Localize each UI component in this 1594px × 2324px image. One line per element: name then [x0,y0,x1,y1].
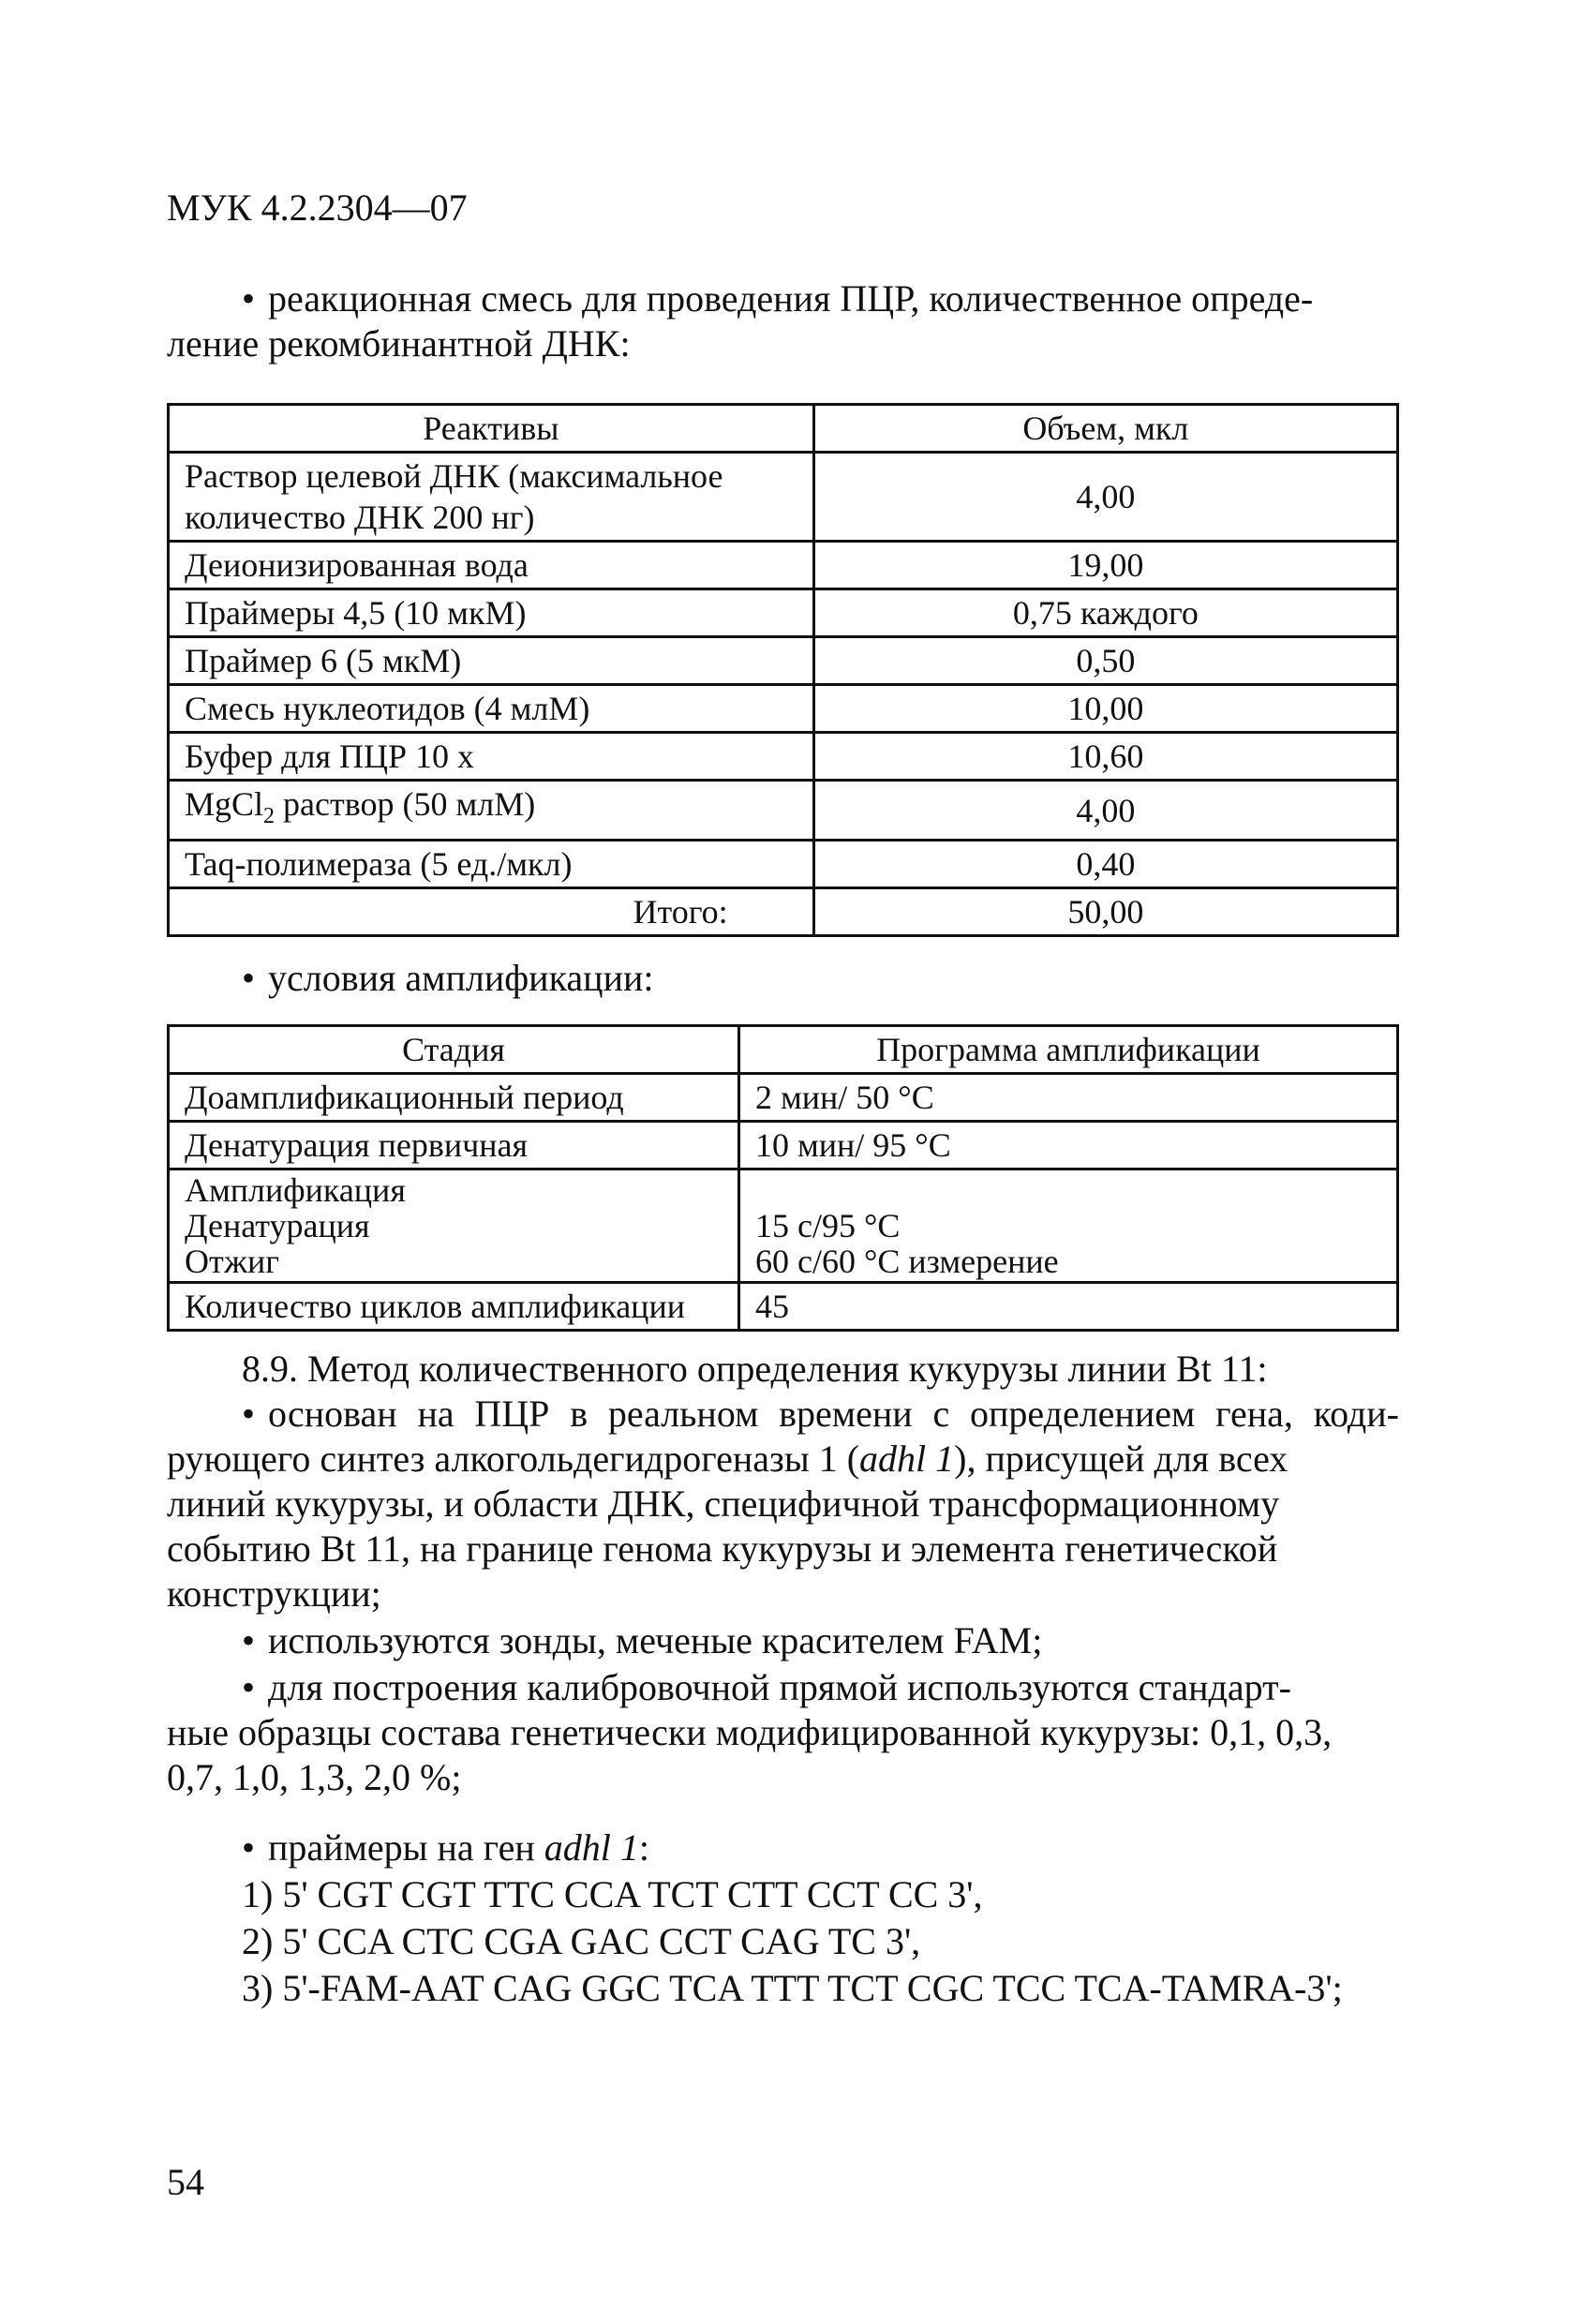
bullet-method-line1: • основан на ПЦР в реальном времени с определением гена, коди- [242,1392,1399,1437]
text-fragment: ), присущей для всех [954,1438,1289,1480]
total-row [169,888,1398,936]
stage-cell: Доамплификационный период [169,1074,739,1122]
stage-line: Амплификация [185,1171,406,1209]
text-fragment: праймеры на ген [268,1826,544,1869]
column-header-stage: Стадия [169,1026,739,1074]
volume-cell: 0,50 [813,637,1397,685]
bullet-calibration-line1: • для построения калибровочной прямой используются стандарт- [242,1665,1291,1710]
bullet-primers [242,1825,649,1870]
stage-cell: Денатурация первичная [169,1122,739,1169]
bullet-method-line4: событию Bt 11, на границе генома кукурузы и элемента генетической [167,1527,1278,1570]
primer-sequence-1: 1) 5' CGT CGT TTC CCA TCT CTT CCT CC 3', [242,1873,983,1915]
volume-cell: 4,00 [813,781,1397,841]
reagent-cell: Taq-полимераза (5 ед./мкл) [169,841,814,888]
reagent-cell [169,453,814,542]
column-header-volume: Объем, мкл [813,405,1397,453]
table-row [169,841,1398,888]
column-header-reagents: Реактивы [169,405,814,453]
table-row [169,637,1398,685]
table-header-row [169,1026,1398,1074]
volume-cell: 19,00 [813,542,1397,589]
reagent-cell: Праймеры 4,5 (10 мкМ) [169,589,814,637]
table-row [169,453,1398,542]
volume-cell: 10,00 [813,685,1397,733]
table-row [169,733,1398,781]
table-row [169,542,1398,589]
bullet-calibration-line3: 0,7, 1,0, 1,3, 2,0 %; [167,1756,462,1798]
volume-cell: 0,40 [813,841,1397,888]
table-row [169,589,1398,637]
bullet-probes: • используются зонды, меченые красителем FAM; [242,1618,1042,1663]
bullet-method-line2 [167,1437,1399,1482]
table-row [169,781,1398,841]
text-fragment: рующего синтез алкогольдегидрогеназы 1 ( [167,1438,860,1480]
primer-sequence-2: 2) 5' CCA CTC CGA GAC CCT CAG TC 3', [242,1920,921,1962]
program-cell: 45 [738,1283,1397,1331]
total-value: 50,00 [813,888,1397,936]
stage-cell: Количество циклов амплификации [169,1283,739,1331]
table-header-row [169,405,1398,453]
stage-line: Денатурация [185,1207,370,1244]
bullet-calibration-line2: ные образцы состава генетически модифицированной кукурузы: 0,1, 0,3, [167,1711,1333,1753]
reagent-subscript: 2 [263,804,276,829]
reagent-text: раствор (50 млМ) [275,785,536,823]
page-number: 54 [167,2161,204,2203]
total-label: Итого: [169,888,814,936]
reagent-line: Раствор целевой ДНК (максимальное [185,457,723,495]
column-header-program: Программа амплификации [738,1026,1397,1074]
reagent-cell: Смесь нуклеотидов (4 млМ) [169,685,814,733]
program-cell: 10 мин/ 95 °С [738,1122,1397,1169]
bullet-method-line3: линий кукурузы, и области ДНК, специфичной трансформационному [167,1482,1280,1525]
reagent-cell: Деионизированная вода [169,542,814,589]
volume-cell: 4,00 [813,453,1397,542]
table-row [169,1169,1398,1283]
program-line: 60 с/60 °С измерение [754,1243,1059,1280]
bullet-method-line5: конструкции; [167,1572,381,1615]
table-row [169,1122,1398,1169]
stage-line: Отжиг [185,1243,280,1280]
section-heading: 8.9. Метод количественного определения кукурузы линии Bt 11: [242,1348,1268,1390]
text-fragment: : [638,1826,649,1869]
table-row [169,1283,1398,1331]
table-row [169,685,1398,733]
stage-cell [169,1169,739,1283]
amplification-conditions-bullet: • условия амплификации: [242,956,654,1001]
gene-name: adhl 1 [859,1438,955,1480]
volume-cell: 10,60 [813,733,1397,781]
program-line: 15 с/95 °С [754,1207,901,1244]
reaction-mix-bullet-line1: • реакционная смесь для проведения ПЦР, количественное опреде- [242,276,1399,321]
primer-sequence-3: 3) 5'-FAM-AAT CAG GGC TCA TTT TCT CGC TCC TCA-TAMRA-3'; [242,1967,1343,2009]
reaction-mix-bullet-line2: ление рекомбинантной ДНК: [167,322,631,365]
program-cell: 2 мин/ 50 °С [738,1074,1397,1122]
document-code-header: МУК 4.2.2304—07 [167,186,468,229]
reagents-table [167,403,1399,937]
reagent-line: количество ДНК 200 нг) [185,499,535,536]
reagent-cell: Буфер для ПЦР 10 х [169,733,814,781]
amplification-table [167,1024,1399,1332]
volume-cell: 0,75 каждого [813,589,1397,637]
program-cell [738,1169,1397,1283]
table-row [169,1074,1398,1122]
reagent-cell [169,781,814,841]
reagent-formula: MgCl [185,785,264,823]
reagent-cell: Праймер 6 (5 мкМ) [169,637,814,685]
gene-name: adhl 1 [544,1826,639,1869]
